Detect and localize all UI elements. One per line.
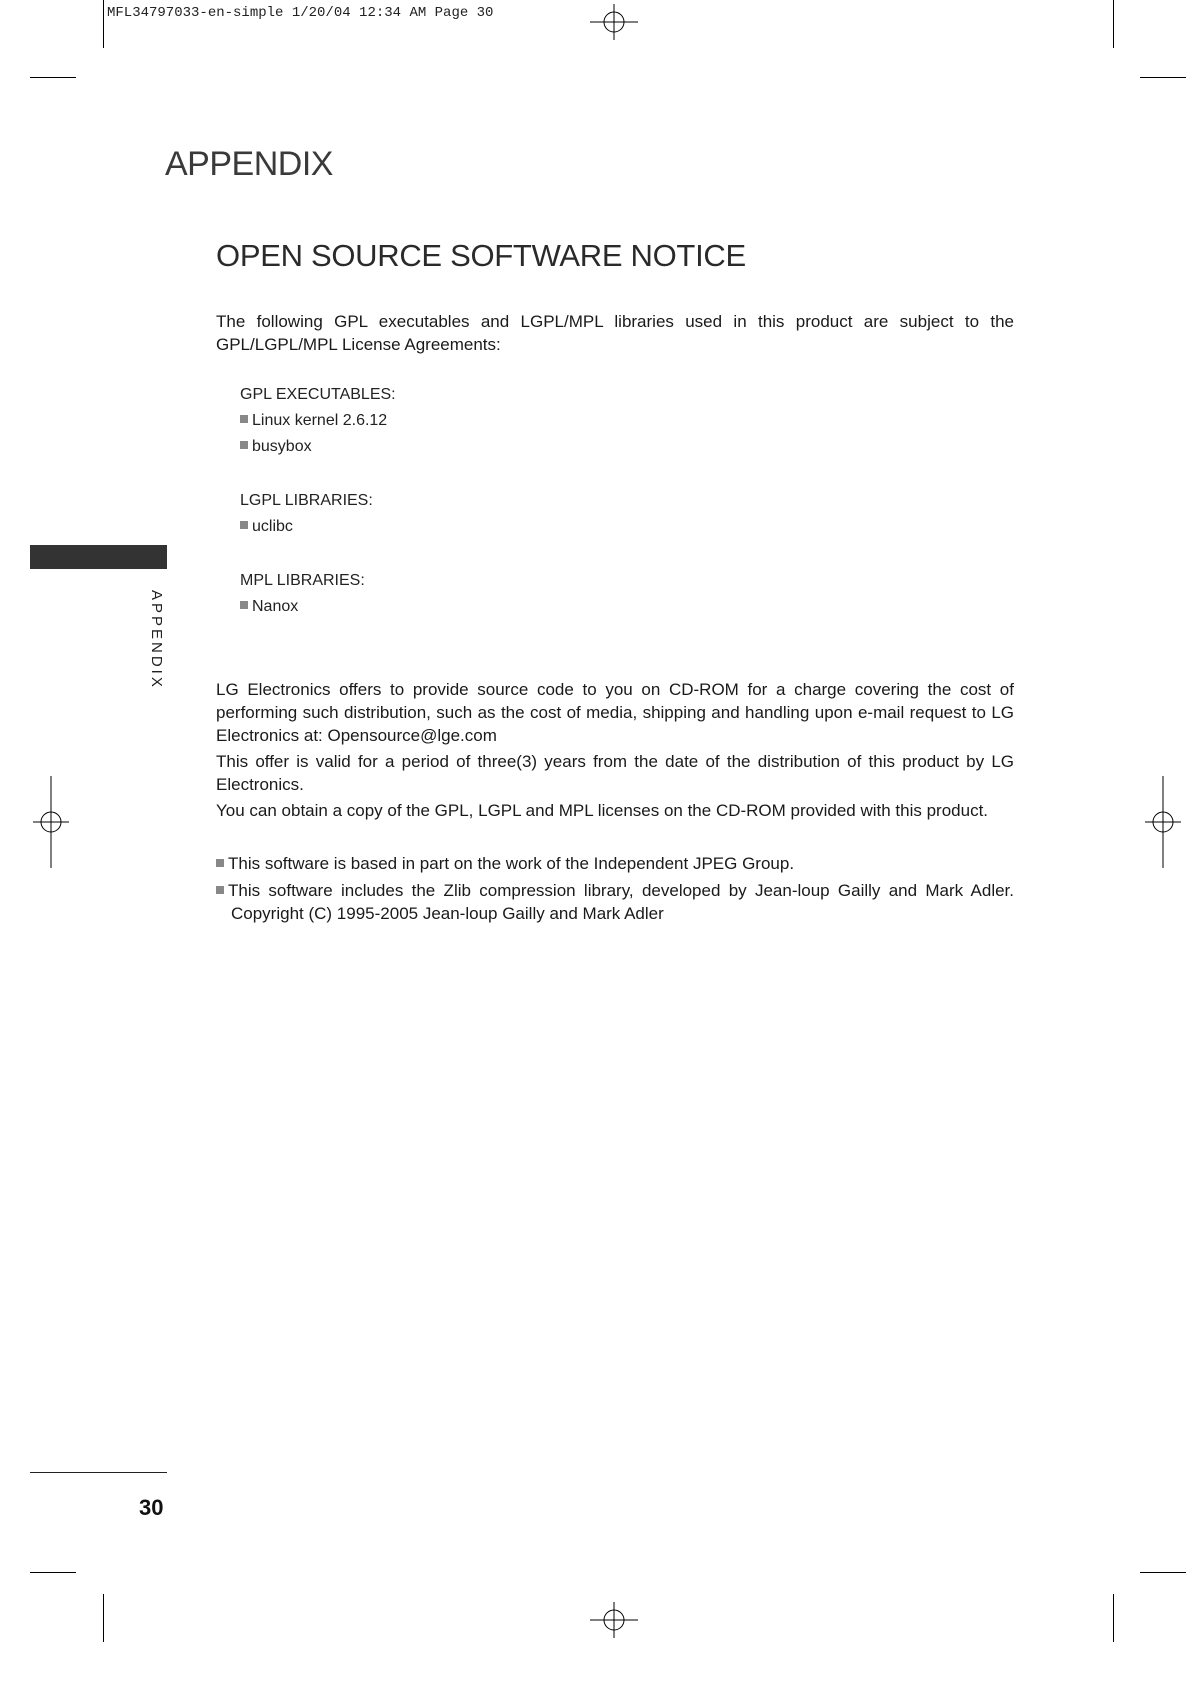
page-title: OPEN SOURCE SOFTWARE NOTICE bbox=[216, 238, 746, 273]
list-item: Nanox bbox=[240, 598, 298, 616]
note-item: This software is based in part on the work of the Independent JPEG Group. bbox=[216, 852, 1014, 875]
crop-mark bbox=[1113, 0, 1114, 48]
group-label-mpl: MPL LIBRARIES: bbox=[240, 572, 365, 589]
section-title: APPENDIX bbox=[165, 145, 333, 183]
list-item: Linux kernel 2.6.12 bbox=[240, 412, 387, 430]
side-tab-label: APPENDIX bbox=[148, 590, 165, 690]
side-tab-bar bbox=[30, 545, 167, 569]
validity-paragraph: This offer is valid for a period of three(3) years from the date of the distribution of this product by LG Electronics. bbox=[216, 752, 1014, 794]
square-bullet-icon bbox=[240, 415, 248, 423]
group-label-lgpl: LGPL LIBRARIES: bbox=[240, 492, 373, 509]
side-tab bbox=[148, 590, 185, 700]
offer-paragraph: LG Electronics offers to provide source code to you on CD-ROM for a charge covering the cost of performing such distribution, such as the cost of media, shipping and handling upon e-mail request to LG Electronics at: Opensource@lge.com bbox=[216, 680, 1014, 745]
square-bullet-icon bbox=[240, 521, 248, 529]
square-bullet-icon bbox=[216, 859, 224, 867]
registration-mark-icon bbox=[33, 776, 69, 868]
crop-mark bbox=[1140, 77, 1186, 78]
registration-mark-icon bbox=[590, 4, 638, 40]
crop-mark bbox=[30, 1572, 76, 1573]
square-bullet-icon bbox=[240, 601, 248, 609]
crop-mark bbox=[30, 77, 76, 78]
crop-mark bbox=[1113, 1594, 1114, 1642]
list-item: busybox bbox=[240, 438, 312, 456]
print-slug: MFL34797033-en-simple 1/20/04 12:34 AM Page 30 bbox=[107, 5, 494, 21]
registration-mark-icon bbox=[590, 1602, 638, 1638]
crop-mark bbox=[103, 0, 104, 48]
group-label-gpl: GPL EXECUTABLES: bbox=[240, 386, 396, 403]
crop-mark bbox=[103, 1594, 104, 1642]
list-item: uclibc bbox=[240, 518, 293, 536]
footer-rule bbox=[30, 1472, 167, 1473]
intro-paragraph: The following GPL executables and LGPL/MPL libraries used in this product are subject to the GPL/LGPL/MPL License Agreements: bbox=[216, 312, 1014, 354]
crop-mark bbox=[1140, 1572, 1186, 1573]
license-copy-paragraph: You can obtain a copy of the GPL, LGPL and MPL licenses on the CD-ROM provided with this product. bbox=[216, 801, 989, 820]
registration-mark-icon bbox=[1145, 776, 1181, 868]
square-bullet-icon bbox=[216, 886, 224, 894]
square-bullet-icon bbox=[240, 441, 248, 449]
note-item: This software includes the Zlib compression library, developed by Jean-loup Gailly and Mark Adler. Copyright (C) 1995-2005 Jean-loup Gailly and Mark Adler bbox=[216, 879, 1014, 925]
page-number: 30 bbox=[139, 1495, 164, 1520]
